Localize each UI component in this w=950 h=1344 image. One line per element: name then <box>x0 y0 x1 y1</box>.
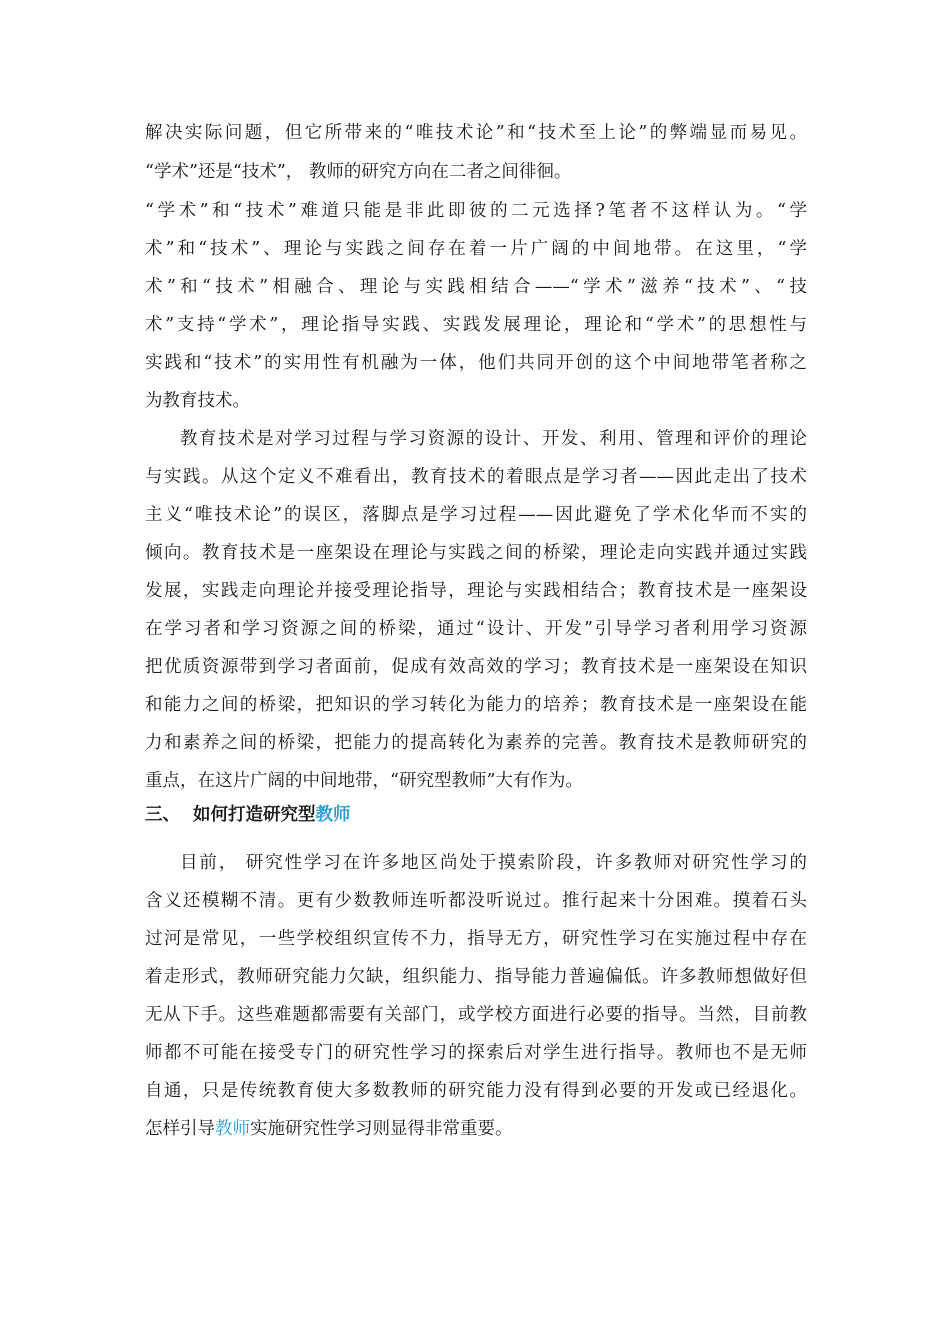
paragraph-3-line-9: 力和素养之间的桥梁，把能力的提高转化为素养的完善。教育技术是教师研究的 <box>145 733 807 753</box>
paragraph-2-line-6: 为教育技术。 <box>145 391 250 411</box>
paragraph-2-line-2: 术”和“技术”、理论与实践之间存在着一片广阔的中间地带。在这里，“学 <box>145 239 807 259</box>
teacher-link[interactable]: 教师 <box>215 1119 250 1139</box>
paragraph-1-line-1: 解决实际问题，但它所带来的“唯技术论”和“技术至上论”的弊端显而易见。 <box>145 123 807 143</box>
paragraph-3-line-1: 教育技术是对学习过程与学习资源的设计、开发、利用、管理和评价的理论 <box>180 429 807 449</box>
paragraph-4-line-8 <box>145 1114 807 1144</box>
paragraph-4-line-2: 含义还模糊不清。更有少数教师连听都没听说过。推行起来十分困难。摸着石头 <box>145 891 807 911</box>
paragraph-3-line-8: 和能力之间的桥梁，把知识的学习转化为能力的培养；教育技术是一座架设在能 <box>145 695 807 715</box>
section-title: 如何打造研究型 <box>193 805 316 825</box>
paragraph-3-line-7: 把优质资源带到学习者面前，促成有效高效的学习；教育技术是一座架设在知识 <box>145 657 807 677</box>
last-line-text-after: 实施研究性学习则显得非常重要。 <box>250 1119 513 1139</box>
paragraph-4-line-5: 无从下手。这些难题都需要有关部门，或学校方面进行必要的指导。当然，目前教 <box>145 1005 807 1025</box>
paragraph-1-line-2: “学术”还是“技术”， 教师的研究方向在二者之间徘徊。 <box>145 162 572 182</box>
last-line-text-before: 怎样引导 <box>145 1119 215 1139</box>
paragraph-4-line-4: 着走形式，教师研究能力欠缺，组织能力、指导能力普遍偏低。许多教师想做好但 <box>145 967 807 987</box>
paragraph-3-line-6: 在学习者和学习资源之间的桥梁，通过“设计、开发”引导学习者利用学习资源 <box>145 619 807 639</box>
paragraph-2-line-1: “学术”和“技术”难道只能是非此即彼的二元选择?笔者不这样认为。“学 <box>145 201 807 221</box>
section-heading <box>145 800 351 830</box>
paragraph-4-line-6: 师都不可能在接受专门的研究性学习的探索后对学生进行指导。教师也不是无师 <box>145 1043 807 1063</box>
paragraph-3-line-4: 倾向。教育技术是一座架设在理论与实践之间的桥梁，理论走向实践并通过实践 <box>145 543 807 563</box>
paragraph-3-line-2: 与实践。从这个定义不难看出，教育技术的着眼点是学习者——因此走出了技术 <box>145 467 807 487</box>
paragraph-2-line-3: 术”和“技术”相融合、理论与实践相结合——“学术”滋养“技术”、“技 <box>145 277 807 297</box>
paragraph-2-line-4: 术”支持“学术”，理论指导实践、实践发展理论，理论和“学术”的思想性与 <box>145 315 807 335</box>
paragraph-4-line-3: 过河是常见，一些学校组织宣传不力，指导无方，研究性学习在实施过程中存在 <box>145 929 807 949</box>
section-title-link[interactable]: 教师 <box>315 805 351 825</box>
paragraph-2-line-5: 实践和“技术”的实用性有机融为一体，他们共同开创的这个中间地带笔者称之 <box>145 353 807 373</box>
paragraph-4-line-1: 目前， 研究性学习在许多地区尚处于摸索阶段，许多教师对研究性学习的 <box>180 853 807 873</box>
paragraph-3-line-3: 主义“唯技术论”的误区，落脚点是学习过程——因此避免了学术化华而不实的 <box>145 505 807 525</box>
paragraph-3-line-10: 重点，在这片广阔的中间地带，“研究型教师”大有作为。 <box>145 771 583 791</box>
paragraph-4-line-7: 自通，只是传统教育使大多数教师的研究能力没有得到必要的开发或已经退化。 <box>145 1081 807 1101</box>
paragraph-3-line-5: 发展，实践走向理论并接受理论指导，理论与实践相结合；教育技术是一座架设 <box>145 581 807 601</box>
section-number: 三、 <box>145 805 180 825</box>
